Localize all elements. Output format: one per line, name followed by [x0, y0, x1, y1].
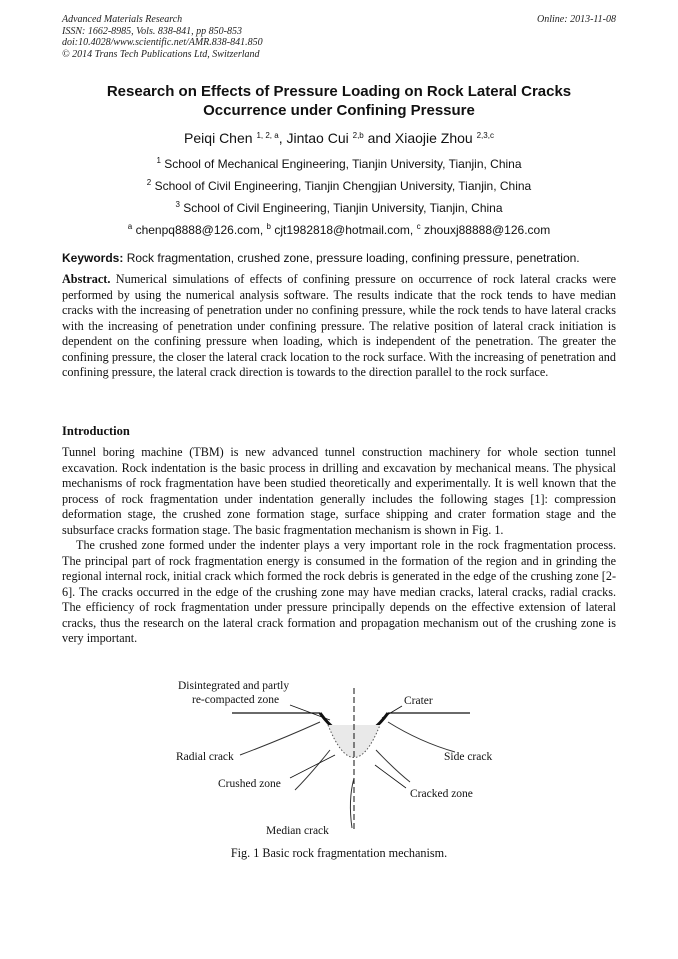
keywords [62, 251, 616, 265]
email-line [62, 221, 616, 243]
paragraph: Tunnel boring machine (TBM) is new advanced tunnel construction machinery for whole section tunnel excavation. Rock indentation is the basic process in drilling and excavation by mechanical means. The physical mechanisms of rock fragmentation have been studied theoretically and experimentally. It is well known that the process of rock fragmentation under indentation generally includes the following stages [1]: compression deformation stage, the crushed zone formation stage, surface shipping and crater formation stage and the subsurface cracks formation stage. The basic fragmentation mechanism is shown in Fig. 1. [62, 445, 616, 537]
section-heading-introduction: Introduction [62, 424, 130, 438]
author-sup: 2,b [352, 131, 364, 140]
author-sep: and [363, 130, 395, 146]
crack-line [376, 750, 410, 782]
affiliation [62, 177, 616, 199]
label-disintegrated: Disintegrated and partly [178, 680, 290, 692]
email-link[interactable]: zhouxj88888@126.com [423, 223, 551, 237]
abstract [62, 272, 616, 381]
doi-line: doi:10.4028/www.scientific.net/AMR.838-841.850 [62, 37, 263, 48]
paragraph: The crushed zone formed under the indenter plays a very important role in the rock fragmentation process. The principal part of rock fragmentation energy is consumed in the formation of the region and in grinding the regional internal rock, initial crack which formed the rock debris is generated in the edge of the crushing zone [2-6]. The cracks occurred in the edge of the crushing zone may have median cracks, lateral cracks, radial cracks. The efficiency of rock fragmentation under pressure principally depends on the effective extension of lateral cracks, thus the research on the lateral crack formation and propagation mechanism out of the crushing zone is very important. [62, 538, 616, 645]
leader-line [375, 765, 406, 788]
affiliation [62, 199, 616, 221]
affiliation-num: 3 [175, 200, 180, 209]
label-radial-crack: Radial crack [176, 751, 234, 763]
introduction-body [62, 445, 616, 647]
email-sup: a [127, 222, 133, 231]
email-link[interactable]: chenpq8888@126.com, [135, 223, 267, 237]
abstract-text: Numerical simulations of effects of confining pressure on occurrence of rock lateral cracks were performed by using the numerical analysis software. The results indicate that the rock tends to have median cracks with the increasing of penetration under no confining pressure, while the rock tends to have lateral cracks with the increasing of penetration under confining pressure. The relative position of lateral crack initiation is dependent on the confining pressure when loading, which is independent of the penetration. The greater the confining pressure, the closer the lateral crack location to the rock surface. With the increasing of penetration and confining pressure, the lateral crack direction is towards to the direction parallel to the rock surface. [62, 272, 617, 379]
label-cracked-zone: Cracked zone [410, 788, 473, 800]
leader-line [290, 755, 335, 778]
author-name: Jintao Cui [286, 130, 349, 146]
keywords-label: Keywords: [62, 251, 124, 265]
abstract-label: Abstract. [62, 272, 111, 286]
figure-1 [170, 680, 510, 840]
journal-header [62, 14, 616, 60]
title-line-2: Occurrence under Confining Pressure [203, 101, 475, 119]
affiliation-text: School of Mechanical Engineering, Tianjin University, Tianjin, China [164, 157, 522, 171]
label-crushed-zone: Crushed zone [218, 778, 281, 790]
issn-line: ISSN: 1662-8985, Vols. 838-841, pp 850-853 [62, 25, 242, 37]
leader-line [382, 706, 402, 718]
figure-caption: Fig. 1 Basic rock fragmentation mechanism. [230, 846, 448, 860]
author-list [62, 130, 616, 146]
label-crater: Crater [404, 695, 433, 707]
paper-title [62, 83, 616, 120]
crack-line [295, 750, 330, 790]
title-line-1: Research on Effects of Pressure Loading on Rock Lateral Cracks [106, 83, 572, 100]
author-sup: 1, 2, a [256, 131, 279, 140]
author-name: Xiaojie Zhou [394, 130, 473, 146]
email-sup: b [266, 222, 271, 231]
label-recompacted: re-compacted zone [192, 694, 280, 706]
keywords-text: Rock fragmentation, crushed zone, pressure loading, confining pressure, penetration. [126, 251, 580, 265]
copyright-line: © 2014 Trans Tech Publications Ltd, Switzerland [62, 48, 260, 60]
affiliation-text: School of Civil Engineering, Tianjin University, Tianjin, China [183, 201, 503, 215]
label-side-crack: Side crack [444, 751, 493, 763]
affiliation-num: 2 [146, 178, 152, 187]
label-median-crack: Median crack [266, 825, 329, 837]
author-name: Peiqi Chen [184, 130, 253, 146]
affiliation-text: School of Civil Engineering, Tianjin Chengjian University, Tianjin, China [154, 179, 532, 193]
affiliations [62, 155, 616, 243]
affiliation-num: 1 [156, 156, 161, 165]
email-sup: c [416, 222, 421, 231]
email-link[interactable]: cjt1982818@hotmail.com, [274, 223, 417, 237]
author-sep: , [278, 130, 287, 146]
affiliation [62, 155, 616, 177]
side-crack-line [388, 722, 455, 752]
author-sup: 2,3,c [476, 131, 494, 140]
median-crack-line [350, 778, 354, 828]
online-date: Online: 2013-11-08 [537, 14, 616, 25]
radial-crack-line [240, 722, 320, 755]
journal-name: Advanced Materials Research [62, 14, 183, 25]
